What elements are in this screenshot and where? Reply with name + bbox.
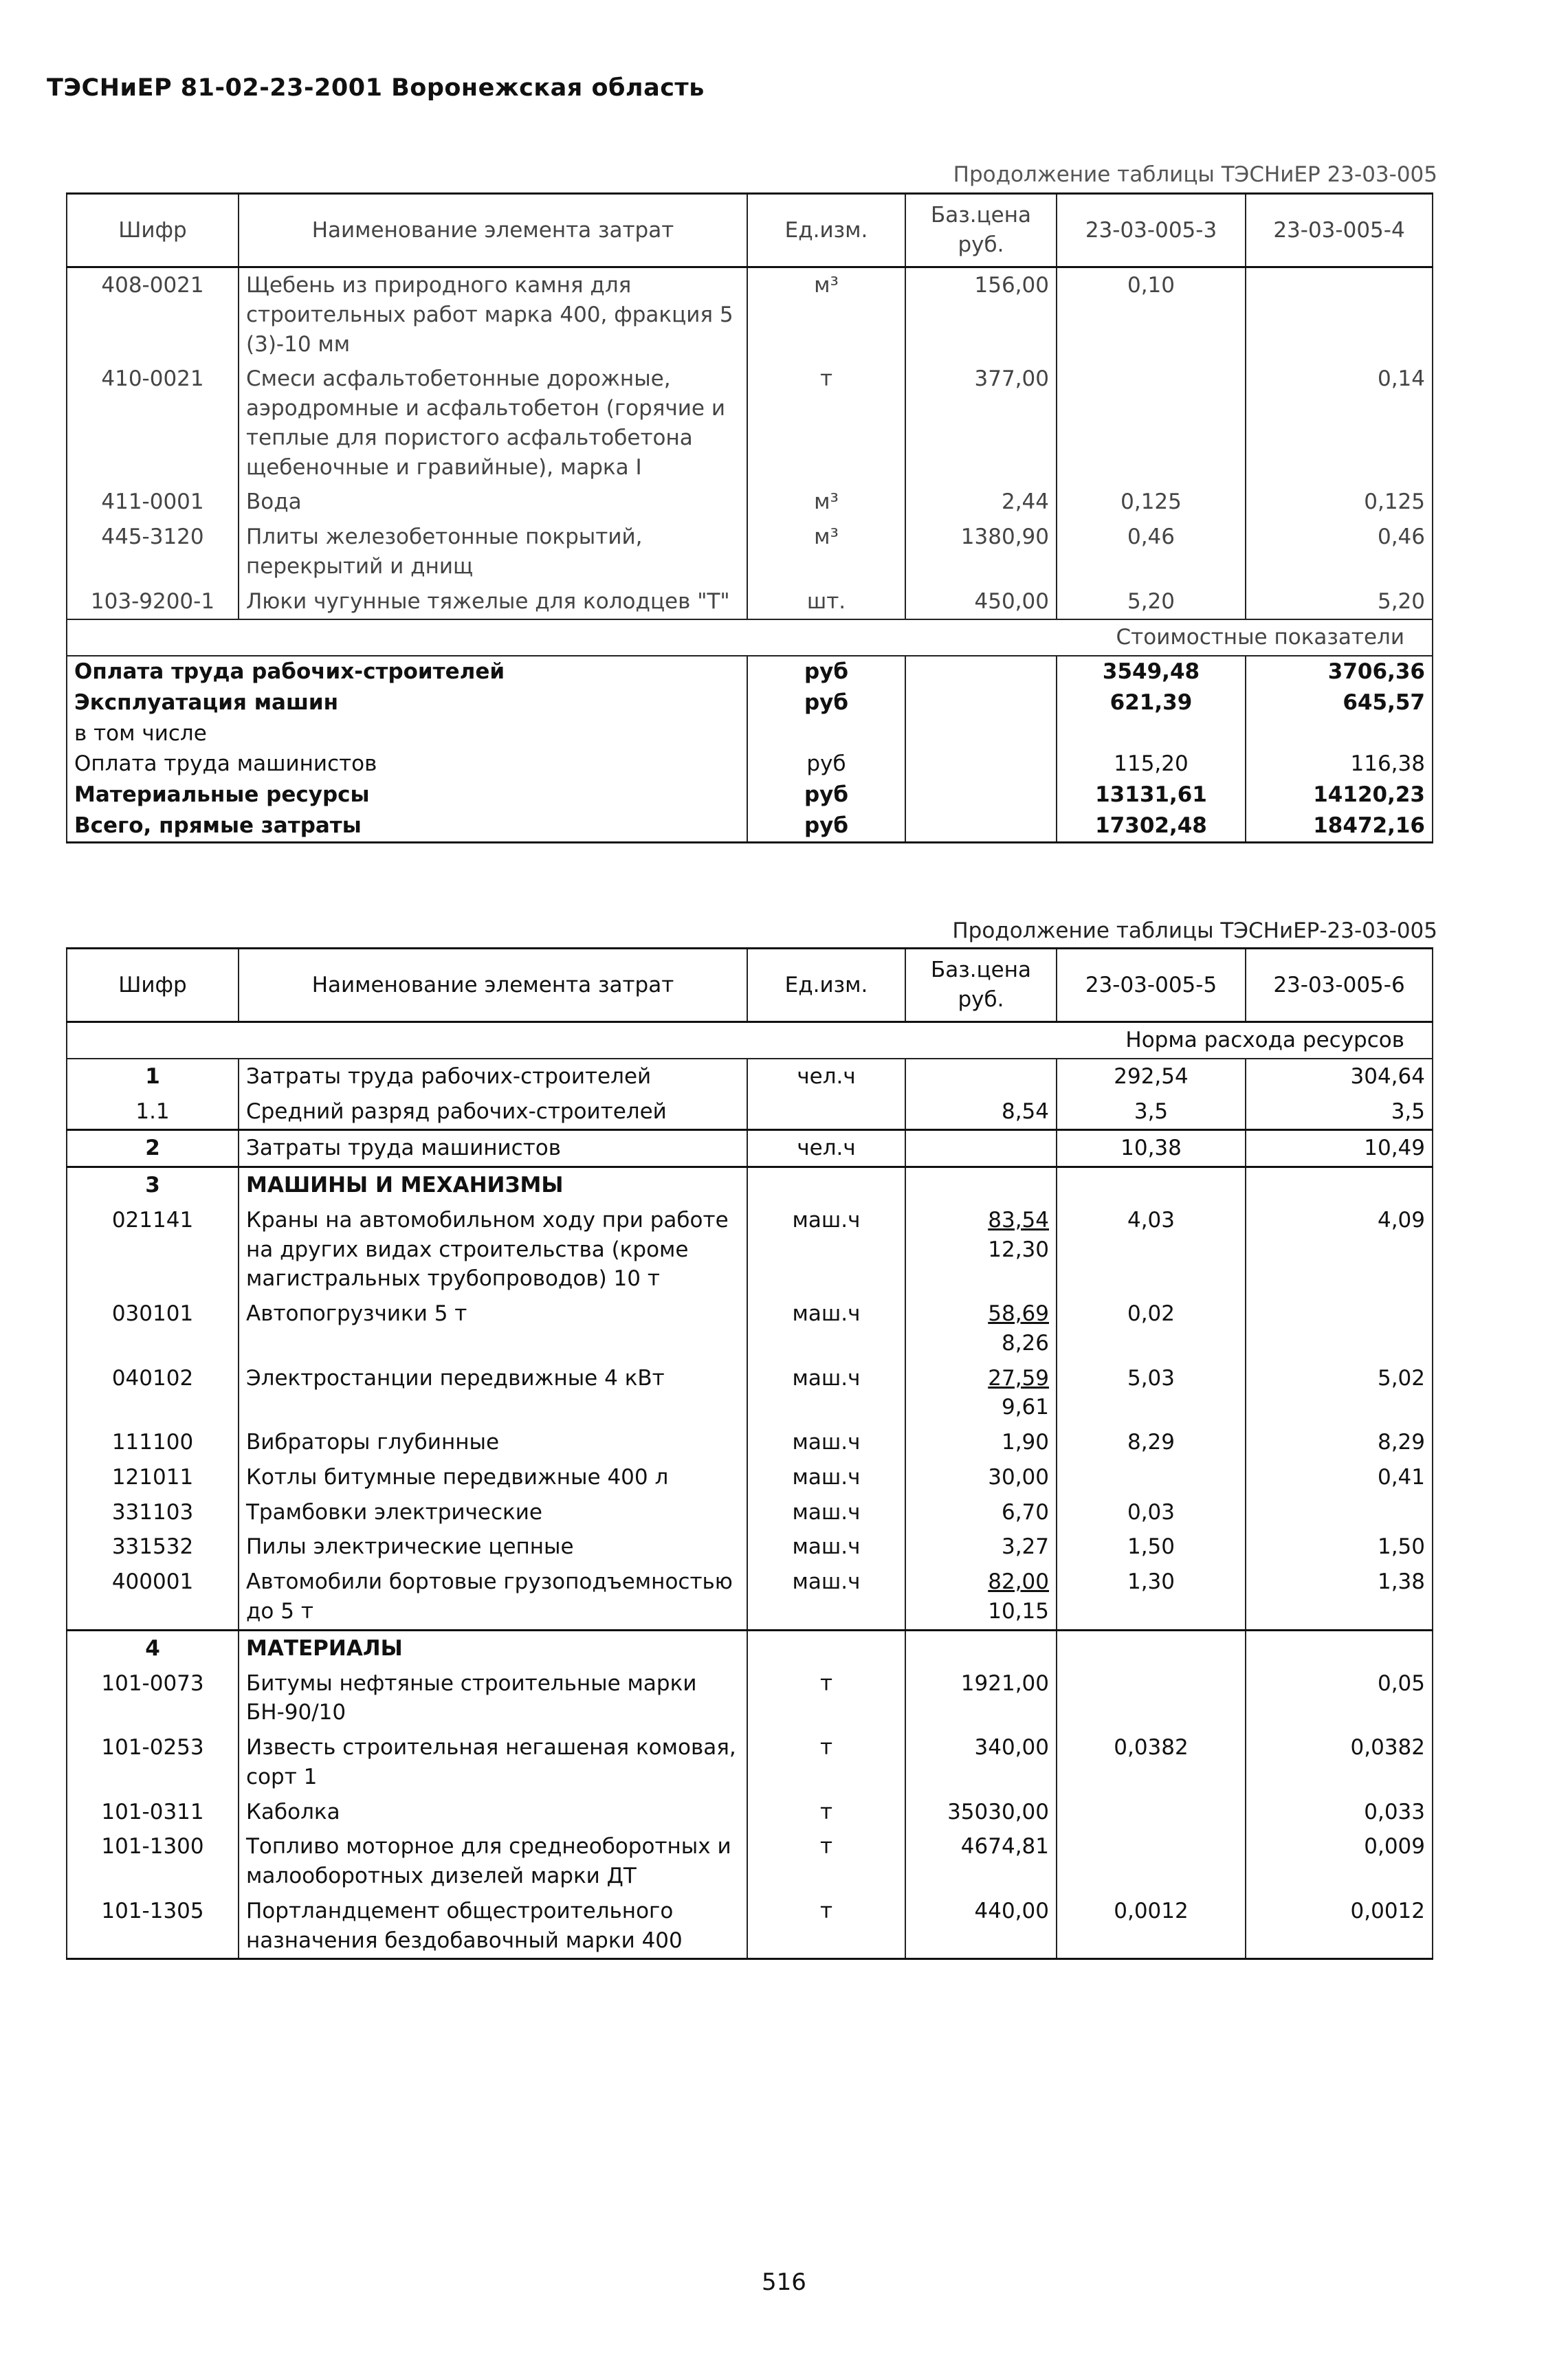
resource-table-2: [66, 947, 1433, 1960]
summary-empty: [905, 656, 1057, 687]
row-value-2: 5,20: [1246, 584, 1433, 620]
group-heading-row: [67, 1167, 1433, 1203]
row-value-2: 0,14: [1246, 362, 1433, 485]
row-value-1: 4,03: [1057, 1203, 1246, 1296]
resource-table-1: [66, 192, 1433, 843]
row-value-1: 3,5: [1057, 1094, 1246, 1130]
row-value-2: 4,09: [1246, 1203, 1433, 1296]
row-unit: т: [747, 1666, 905, 1731]
price-total: 58,69: [988, 1301, 1049, 1327]
row-unit: маш.ч: [747, 1495, 905, 1530]
summary-row: [67, 780, 1433, 810]
col-header-price: Баз.цена руб.: [905, 194, 1057, 267]
col-header-unit: Ед.изм.: [747, 949, 905, 1022]
row-name: Пилы электрические цепные: [239, 1530, 747, 1565]
row-code: 331532: [67, 1530, 239, 1565]
price-labor: 9,61: [1001, 1395, 1049, 1420]
row-value-2: [1246, 267, 1433, 362]
summary-value-2: 645,57: [1246, 687, 1433, 718]
price-labor: 10,15: [988, 1599, 1049, 1624]
row-unit: [747, 1167, 905, 1203]
row-value-2: 5,02: [1246, 1361, 1433, 1426]
summary-unit: руб: [747, 687, 905, 718]
row-code: 101-0253: [67, 1730, 239, 1795]
row-name: Автопогрузчики 5 т: [239, 1296, 747, 1361]
row-value-2: 0,0012: [1246, 1894, 1433, 1959]
col-header-norm-3: 23-03-005-3: [1057, 194, 1246, 267]
row-unit: маш.ч: [747, 1530, 905, 1565]
summary-value-1: 115,20: [1057, 749, 1246, 780]
col-header-name: Наименование элемента затрат: [239, 194, 747, 267]
row-value-2: [1246, 1296, 1433, 1361]
row-name: Каболка: [239, 1795, 747, 1830]
table-row: [67, 267, 1433, 362]
summary-label: в том числе: [67, 718, 747, 749]
summary-row: [67, 656, 1433, 687]
summary-row: [67, 749, 1433, 780]
row-price: [905, 1167, 1057, 1203]
table2-caption: Продолжение таблицы ТЭСНиЕР-23-03-005: [952, 918, 1437, 943]
row-unit: т: [747, 1730, 905, 1795]
row-price: [905, 1565, 1057, 1630]
row-price: 1921,00: [905, 1666, 1057, 1731]
row-name: Топливо моторное для среднеоборотных и малооборотных дизелей марки ДТ: [239, 1829, 747, 1894]
row-price: 156,00: [905, 267, 1057, 362]
row-value-1: 0,46: [1057, 520, 1246, 584]
row-name: Известь строительная негашеная комовая, сорт 1: [239, 1730, 747, 1795]
row-code: 121011: [67, 1460, 239, 1495]
row-value-2: 0,0382: [1246, 1730, 1433, 1795]
row-name: Средний разряд рабочих-строителей: [239, 1094, 747, 1130]
row-name: МАШИНЫ И МЕХАНИЗМЫ: [239, 1167, 747, 1203]
row-price: 440,00: [905, 1894, 1057, 1959]
row-name: Вода: [239, 485, 747, 520]
summary-unit: руб: [747, 749, 905, 780]
row-code: 400001: [67, 1565, 239, 1630]
row-name: Щебень из природного камня для строительных работ марка 400, фракция 5 (3)-10 мм: [239, 267, 747, 362]
row-name: МАТЕРИАЛЫ: [239, 1630, 747, 1666]
table1-header-row: [67, 194, 1433, 267]
row-code: 101-0073: [67, 1666, 239, 1731]
row-value-2: 8,29: [1246, 1425, 1433, 1460]
summary-row: [67, 810, 1433, 842]
row-value-1: [1057, 1167, 1246, 1203]
row-name: Трамбовки электрические: [239, 1495, 747, 1530]
row-unit: маш.ч: [747, 1425, 905, 1460]
table-row: [67, 1203, 1433, 1296]
row-value-2: 0,033: [1246, 1795, 1433, 1830]
table-row: [67, 1730, 1433, 1795]
table-row: [67, 1530, 1433, 1565]
row-price: [905, 1630, 1057, 1666]
row-price: 340,00: [905, 1730, 1057, 1795]
row-name: Автомобили бортовые грузоподъемностью до 5 т: [239, 1565, 747, 1630]
col-header-norm-5: 23-03-005-5: [1057, 949, 1246, 1022]
row-price: 6,70: [905, 1495, 1057, 1530]
row-value-1: 10,38: [1057, 1130, 1246, 1167]
row-price: [905, 1361, 1057, 1426]
summary-value-1: 3549,48: [1057, 656, 1246, 687]
row-unit: т: [747, 362, 905, 485]
summary-value-2: 116,38: [1246, 749, 1433, 780]
section-label: Норма расхода ресурсов: [67, 1022, 1433, 1059]
summary-label: Материальные ресурсы: [67, 780, 747, 810]
table-row: [67, 584, 1433, 620]
summary-value-2: [1246, 718, 1433, 749]
table-row: [67, 1425, 1433, 1460]
page-header-title: ТЭСНиЕР 81-02-23-2001 Воронежская область: [47, 74, 705, 102]
col-header-unit: Ед.изм.: [747, 194, 905, 267]
table-row: [67, 1094, 1433, 1130]
row-value-1: [1057, 1795, 1246, 1830]
section-row: [67, 619, 1433, 656]
row-value-2: 0,009: [1246, 1829, 1433, 1894]
row-value-2: 0,05: [1246, 1666, 1433, 1731]
row-name: Портландцемент общестроительного назначения бездобавочный марки 400: [239, 1894, 747, 1959]
row-price: 2,44: [905, 485, 1057, 520]
summary-label: Всего, прямые затраты: [67, 810, 747, 842]
row-code: 111100: [67, 1425, 239, 1460]
row-price: 450,00: [905, 584, 1057, 620]
table-row: [67, 1296, 1433, 1361]
row-value-1: [1057, 362, 1246, 485]
summary-value-2: 14120,23: [1246, 780, 1433, 810]
row-code: 040102: [67, 1361, 239, 1426]
table-row: [67, 1829, 1433, 1894]
table1-caption: Продолжение таблицы ТЭСНиЕР 23-03-005: [953, 162, 1437, 187]
table-row: [67, 1894, 1433, 1959]
row-name: Плиты железобетонные покрытий, перекрытий и днищ: [239, 520, 747, 584]
summary-unit: руб: [747, 780, 905, 810]
row-name: Затраты труда машинистов: [239, 1130, 747, 1167]
price-total: 27,59: [988, 1365, 1049, 1391]
row-price: [905, 1296, 1057, 1361]
row-value-1: 1,50: [1057, 1530, 1246, 1565]
row-code: 103-9200-1: [67, 584, 239, 620]
row-code: 410-0021: [67, 362, 239, 485]
table-row: [67, 1059, 1433, 1094]
row-unit: т: [747, 1795, 905, 1830]
row-value-2: 1,38: [1246, 1565, 1433, 1630]
summary-value-1: 17302,48: [1057, 810, 1246, 842]
row-name: Вибраторы глубинные: [239, 1425, 747, 1460]
row-name: Затраты труда рабочих-строителей: [239, 1059, 747, 1094]
row-code: 030101: [67, 1296, 239, 1361]
row-value-1: 5,20: [1057, 584, 1246, 620]
table-row: [67, 520, 1433, 584]
price-labor: 8,26: [1001, 1330, 1049, 1356]
row-value-2: 0,46: [1246, 520, 1433, 584]
row-price: 35030,00: [905, 1795, 1057, 1830]
row-unit: м³: [747, 267, 905, 362]
col-header-norm-4: 23-03-005-4: [1246, 194, 1433, 267]
row-value-1: 292,54: [1057, 1059, 1246, 1094]
row-unit: чел.ч: [747, 1130, 905, 1167]
page-number: 516: [762, 2269, 806, 2296]
summary-value-1: 13131,61: [1057, 780, 1246, 810]
row-code: 411-0001: [67, 485, 239, 520]
price-labor: 12,30: [988, 1237, 1049, 1262]
row-price: 1,90: [905, 1425, 1057, 1460]
row-value-1: [1057, 1630, 1246, 1666]
col-header-name: Наименование элемента затрат: [239, 949, 747, 1022]
col-header-code: Шифр: [67, 194, 239, 267]
row-code: 3: [67, 1167, 239, 1203]
row-unit: т: [747, 1894, 905, 1959]
row-unit: маш.ч: [747, 1361, 905, 1426]
summary-empty: [905, 687, 1057, 718]
row-unit: [747, 1094, 905, 1130]
row-value-2: [1246, 1495, 1433, 1530]
summary-unit: руб: [747, 656, 905, 687]
row-price: 30,00: [905, 1460, 1057, 1495]
row-price: [905, 1059, 1057, 1094]
row-code: 445-3120: [67, 520, 239, 584]
row-name: Электростанции передвижные 4 кВт: [239, 1361, 747, 1426]
row-unit: [747, 1630, 905, 1666]
row-code: 1.1: [67, 1094, 239, 1130]
row-price: 8,54: [905, 1094, 1057, 1130]
row-value-2: 0,125: [1246, 485, 1433, 520]
summary-unit: [747, 718, 905, 749]
summary-empty: [905, 810, 1057, 842]
table-row: [67, 362, 1433, 485]
row-value-1: [1057, 1829, 1246, 1894]
table-row: [67, 1130, 1433, 1167]
row-code: 101-1305: [67, 1894, 239, 1959]
table2-header-row: [67, 949, 1433, 1022]
summary-value-2: 3706,36: [1246, 656, 1433, 687]
price-total: 82,00: [988, 1569, 1049, 1595]
row-value-1: 0,0012: [1057, 1894, 1246, 1959]
summary-empty: [905, 718, 1057, 749]
row-value-1: 0,0382: [1057, 1730, 1246, 1795]
row-value-1: 0,10: [1057, 267, 1246, 362]
row-code: 021141: [67, 1203, 239, 1296]
row-price: [905, 1203, 1057, 1296]
summary-label: Эксплуатация машин: [67, 687, 747, 718]
table-row: [67, 485, 1433, 520]
row-code: 331103: [67, 1495, 239, 1530]
row-value-1: 8,29: [1057, 1425, 1246, 1460]
row-code: 1: [67, 1059, 239, 1094]
row-code: 101-0311: [67, 1795, 239, 1830]
section-row: [67, 1022, 1433, 1059]
table-row: [67, 1495, 1433, 1530]
row-name: Краны на автомобильном ходу при работе на других видах строительства (кроме магистральных трубопроводов) 10 т: [239, 1203, 747, 1296]
row-price: 1380,90: [905, 520, 1057, 584]
row-price: [905, 1130, 1057, 1167]
row-unit: маш.ч: [747, 1565, 905, 1630]
row-value-1: 0,125: [1057, 485, 1246, 520]
row-value-2: [1246, 1167, 1433, 1203]
col-header-price: Баз.цена руб.: [905, 949, 1057, 1022]
row-value-1: 5,03: [1057, 1361, 1246, 1426]
row-name: Битумы нефтяные строительные марки БН-90/10: [239, 1666, 747, 1731]
row-name: Смеси асфальтобетонные дорожные, аэродромные и асфальтобетон (горячие и теплые для пористого асфальтобетона щебеночные и гравийные), марка I: [239, 362, 747, 485]
row-unit: чел.ч: [747, 1059, 905, 1094]
col-header-code: Шифр: [67, 949, 239, 1022]
row-unit: шт.: [747, 584, 905, 620]
row-value-2: 304,64: [1246, 1059, 1433, 1094]
table-row: [67, 1666, 1433, 1731]
row-code: 4: [67, 1630, 239, 1666]
row-value-1: 1,30: [1057, 1565, 1246, 1630]
row-name: Люки чугунные тяжелые для колодцев "Т": [239, 584, 747, 620]
summary-label: Оплата труда рабочих-строителей: [67, 656, 747, 687]
summary-value-2: 18472,16: [1246, 810, 1433, 842]
price-total: 83,54: [988, 1207, 1049, 1233]
summary-value-1: [1057, 718, 1246, 749]
summary-empty: [905, 780, 1057, 810]
summary-unit: руб: [747, 810, 905, 842]
row-unit: маш.ч: [747, 1203, 905, 1296]
row-unit: т: [747, 1829, 905, 1894]
row-unit: м³: [747, 485, 905, 520]
row-price: 377,00: [905, 362, 1057, 485]
row-value-2: 0,41: [1246, 1460, 1433, 1495]
row-unit: маш.ч: [747, 1460, 905, 1495]
row-code: 408-0021: [67, 267, 239, 362]
row-value-2: [1246, 1630, 1433, 1666]
summary-row: [67, 718, 1433, 749]
row-value-2: 1,50: [1246, 1530, 1433, 1565]
summary-row: [67, 687, 1433, 718]
summary-value-1: 621,39: [1057, 687, 1246, 718]
table-row: [67, 1361, 1433, 1426]
summary-empty: [905, 749, 1057, 780]
row-value-1: 0,03: [1057, 1495, 1246, 1530]
table-row: [67, 1565, 1433, 1630]
row-name: Котлы битумные передвижные 400 л: [239, 1460, 747, 1495]
row-code: 2: [67, 1130, 239, 1167]
row-value-2: 3,5: [1246, 1094, 1433, 1130]
row-value-1: 0,02: [1057, 1296, 1246, 1361]
table-row: [67, 1795, 1433, 1830]
row-value-1: [1057, 1460, 1246, 1495]
col-header-norm-6: 23-03-005-6: [1246, 949, 1433, 1022]
table-row: [67, 1460, 1433, 1495]
row-unit: м³: [747, 520, 905, 584]
row-code: 101-1300: [67, 1829, 239, 1894]
section-label: Стоимостные показатели: [67, 619, 1433, 656]
row-value-1: [1057, 1666, 1246, 1731]
group-heading-row: [67, 1630, 1433, 1666]
row-price: 3,27: [905, 1530, 1057, 1565]
summary-label: Оплата труда машинистов: [67, 749, 747, 780]
row-value-2: 10,49: [1246, 1130, 1433, 1167]
row-price: 4674,81: [905, 1829, 1057, 1894]
row-unit: маш.ч: [747, 1296, 905, 1361]
